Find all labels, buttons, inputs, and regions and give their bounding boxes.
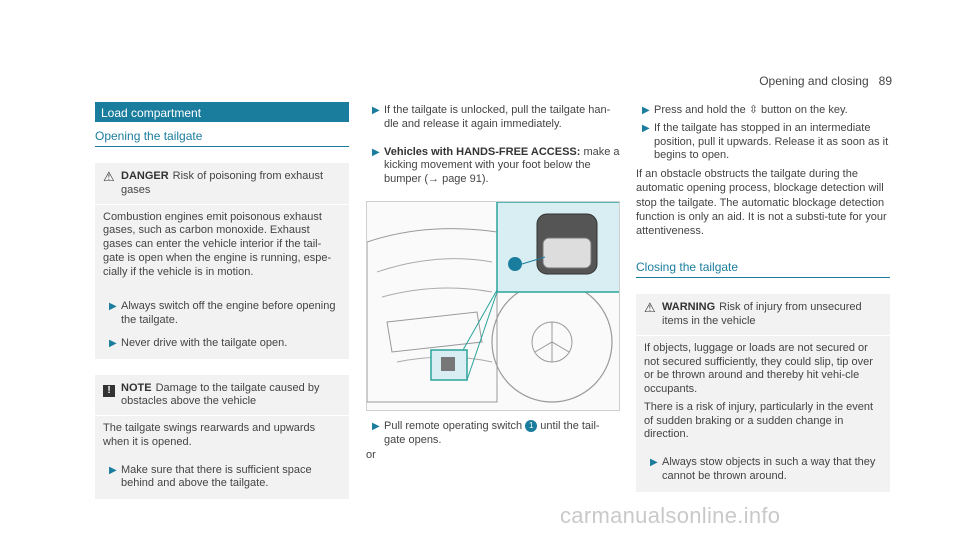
danger-box-body <box>95 205 349 292</box>
step-arrow-icon: ▶ <box>650 457 658 469</box>
note-title: Damage to the tailgate caused by obstacles above the vehicle <box>121 381 320 408</box>
warning-triangle-icon: ⚠ <box>644 300 656 316</box>
step-arrow-icon: ▶ <box>109 337 117 349</box>
note-box-header <box>95 375 349 417</box>
danger-box-header <box>95 163 349 205</box>
col2-step-1-text: If the tailgate is unlocked, pull the tailgate han-dle and release it again immediately. <box>384 104 611 130</box>
step-arrow-icon: ▶ <box>109 301 117 313</box>
note-step-1 <box>103 464 341 500</box>
hands-free-label: Vehicles with HANDS-FREE ACCESS: <box>384 145 581 158</box>
warning-body-text-2: There is a risk of injury, particularly in the event of sudden braking or a sudden change in direction. <box>644 400 874 441</box>
page-header-title: Opening and closing <box>759 74 869 88</box>
or-text: or <box>366 449 376 462</box>
note-box-body <box>95 416 349 462</box>
column-2 <box>366 102 620 461</box>
col3-step-1-text: Press and hold the ⇳ button on the key. <box>654 104 848 116</box>
danger-label: DANGER <box>121 170 169 182</box>
warning-step-1 <box>644 456 882 492</box>
note-body-text: The tailgate swings rearwards and upwards when it is opened. <box>103 422 316 448</box>
danger-body-text: Combustion engines emit poisonous exhaust gases, such as carbon monoxide. Exhaust gases can enter the vehicle interior if the tail-gate is open when the engine is running, espe-cially if the vehicle is in motion. <box>103 210 332 278</box>
warning-box-header <box>636 294 890 336</box>
danger-step-1-text: Always switch off the engine before opening the tailgate. <box>121 300 336 326</box>
danger-title: Risk of poisoning from exhaust gases <box>121 170 324 196</box>
warning-label: WARNING <box>662 301 716 314</box>
step-arrow-icon: ▶ <box>372 420 380 432</box>
step-arrow-icon: ▶ <box>642 105 650 116</box>
column-1 <box>95 102 349 499</box>
col3-step-2-text: If the tailgate has stopped in an intermediate position, pull it upwards. Release it as soon as it begins to open. <box>654 121 889 162</box>
warning-body-text-1: If objects, luggage or loads are not secured or not secured sufficiently, they could slip, tip over or be thrown around and thereby hit vehi-cle occupants. <box>644 341 873 396</box>
step-arrow-icon: ▶ <box>109 464 117 476</box>
section-title-bar: Load compartment <box>95 102 349 122</box>
step-arrow-icon: ▶ <box>642 122 650 134</box>
warning-title: Risk of injury from unsecured items in the vehicle <box>662 301 862 328</box>
danger-box <box>95 163 349 359</box>
exclamation-icon: ! <box>103 382 121 410</box>
warning-triangle-icon: ⚠ <box>103 169 115 184</box>
col2-step-1 <box>366 104 620 132</box>
note-step-1-text: Make sure that there is sufficient space behind and above the tailgate. <box>121 463 312 490</box>
watermark: carmanualsonline.info <box>560 503 781 528</box>
warning-step-1-text: Always stow objects in such a way that they cannot be thrown around. <box>662 456 876 482</box>
illustration-svg <box>367 202 620 411</box>
col2-step-3-post: until the tail-gate opens. <box>384 419 600 446</box>
page-number: 89 <box>878 74 892 88</box>
blockage-detection-paragraph: If an obstacle obstructs the tailgate during the automatic opening process, blockage detection will stop the tailgate. The automatic blockage detection function is only an aid. It is not a substi-tute for your attentiveness. <box>636 168 887 238</box>
subheading-opening-tailgate: Opening the tailgate <box>95 129 349 147</box>
col2-step-3 <box>366 420 620 448</box>
step-arrow-icon: ▶ <box>372 146 380 158</box>
col3-step-2 <box>636 122 890 163</box>
col2-step-2-text: make a kicking movement with your foot below the bumper (→ page 91). <box>384 145 620 185</box>
note-label: NOTE <box>121 381 152 394</box>
step-arrow-icon: ▶ <box>372 105 380 116</box>
page-header <box>616 74 892 88</box>
subheading-closing-tailgate: Closing the tailgate <box>636 260 890 278</box>
callout-1-icon: 1 <box>525 420 537 432</box>
col3-step-1 <box>636 104 890 118</box>
warning-box-body <box>636 336 890 454</box>
warning-box <box>636 294 890 491</box>
danger-step-2-text: Never drive with the tailgate open. <box>121 336 288 349</box>
danger-step-1 <box>103 300 341 328</box>
danger-step-2 <box>103 337 341 359</box>
column-3 <box>636 102 890 492</box>
col2-step-3-pre: Pull remote operating switch <box>384 419 526 432</box>
door-switch-illustration <box>366 201 620 411</box>
col2-step-2 <box>366 146 620 187</box>
note-box <box>95 375 349 500</box>
